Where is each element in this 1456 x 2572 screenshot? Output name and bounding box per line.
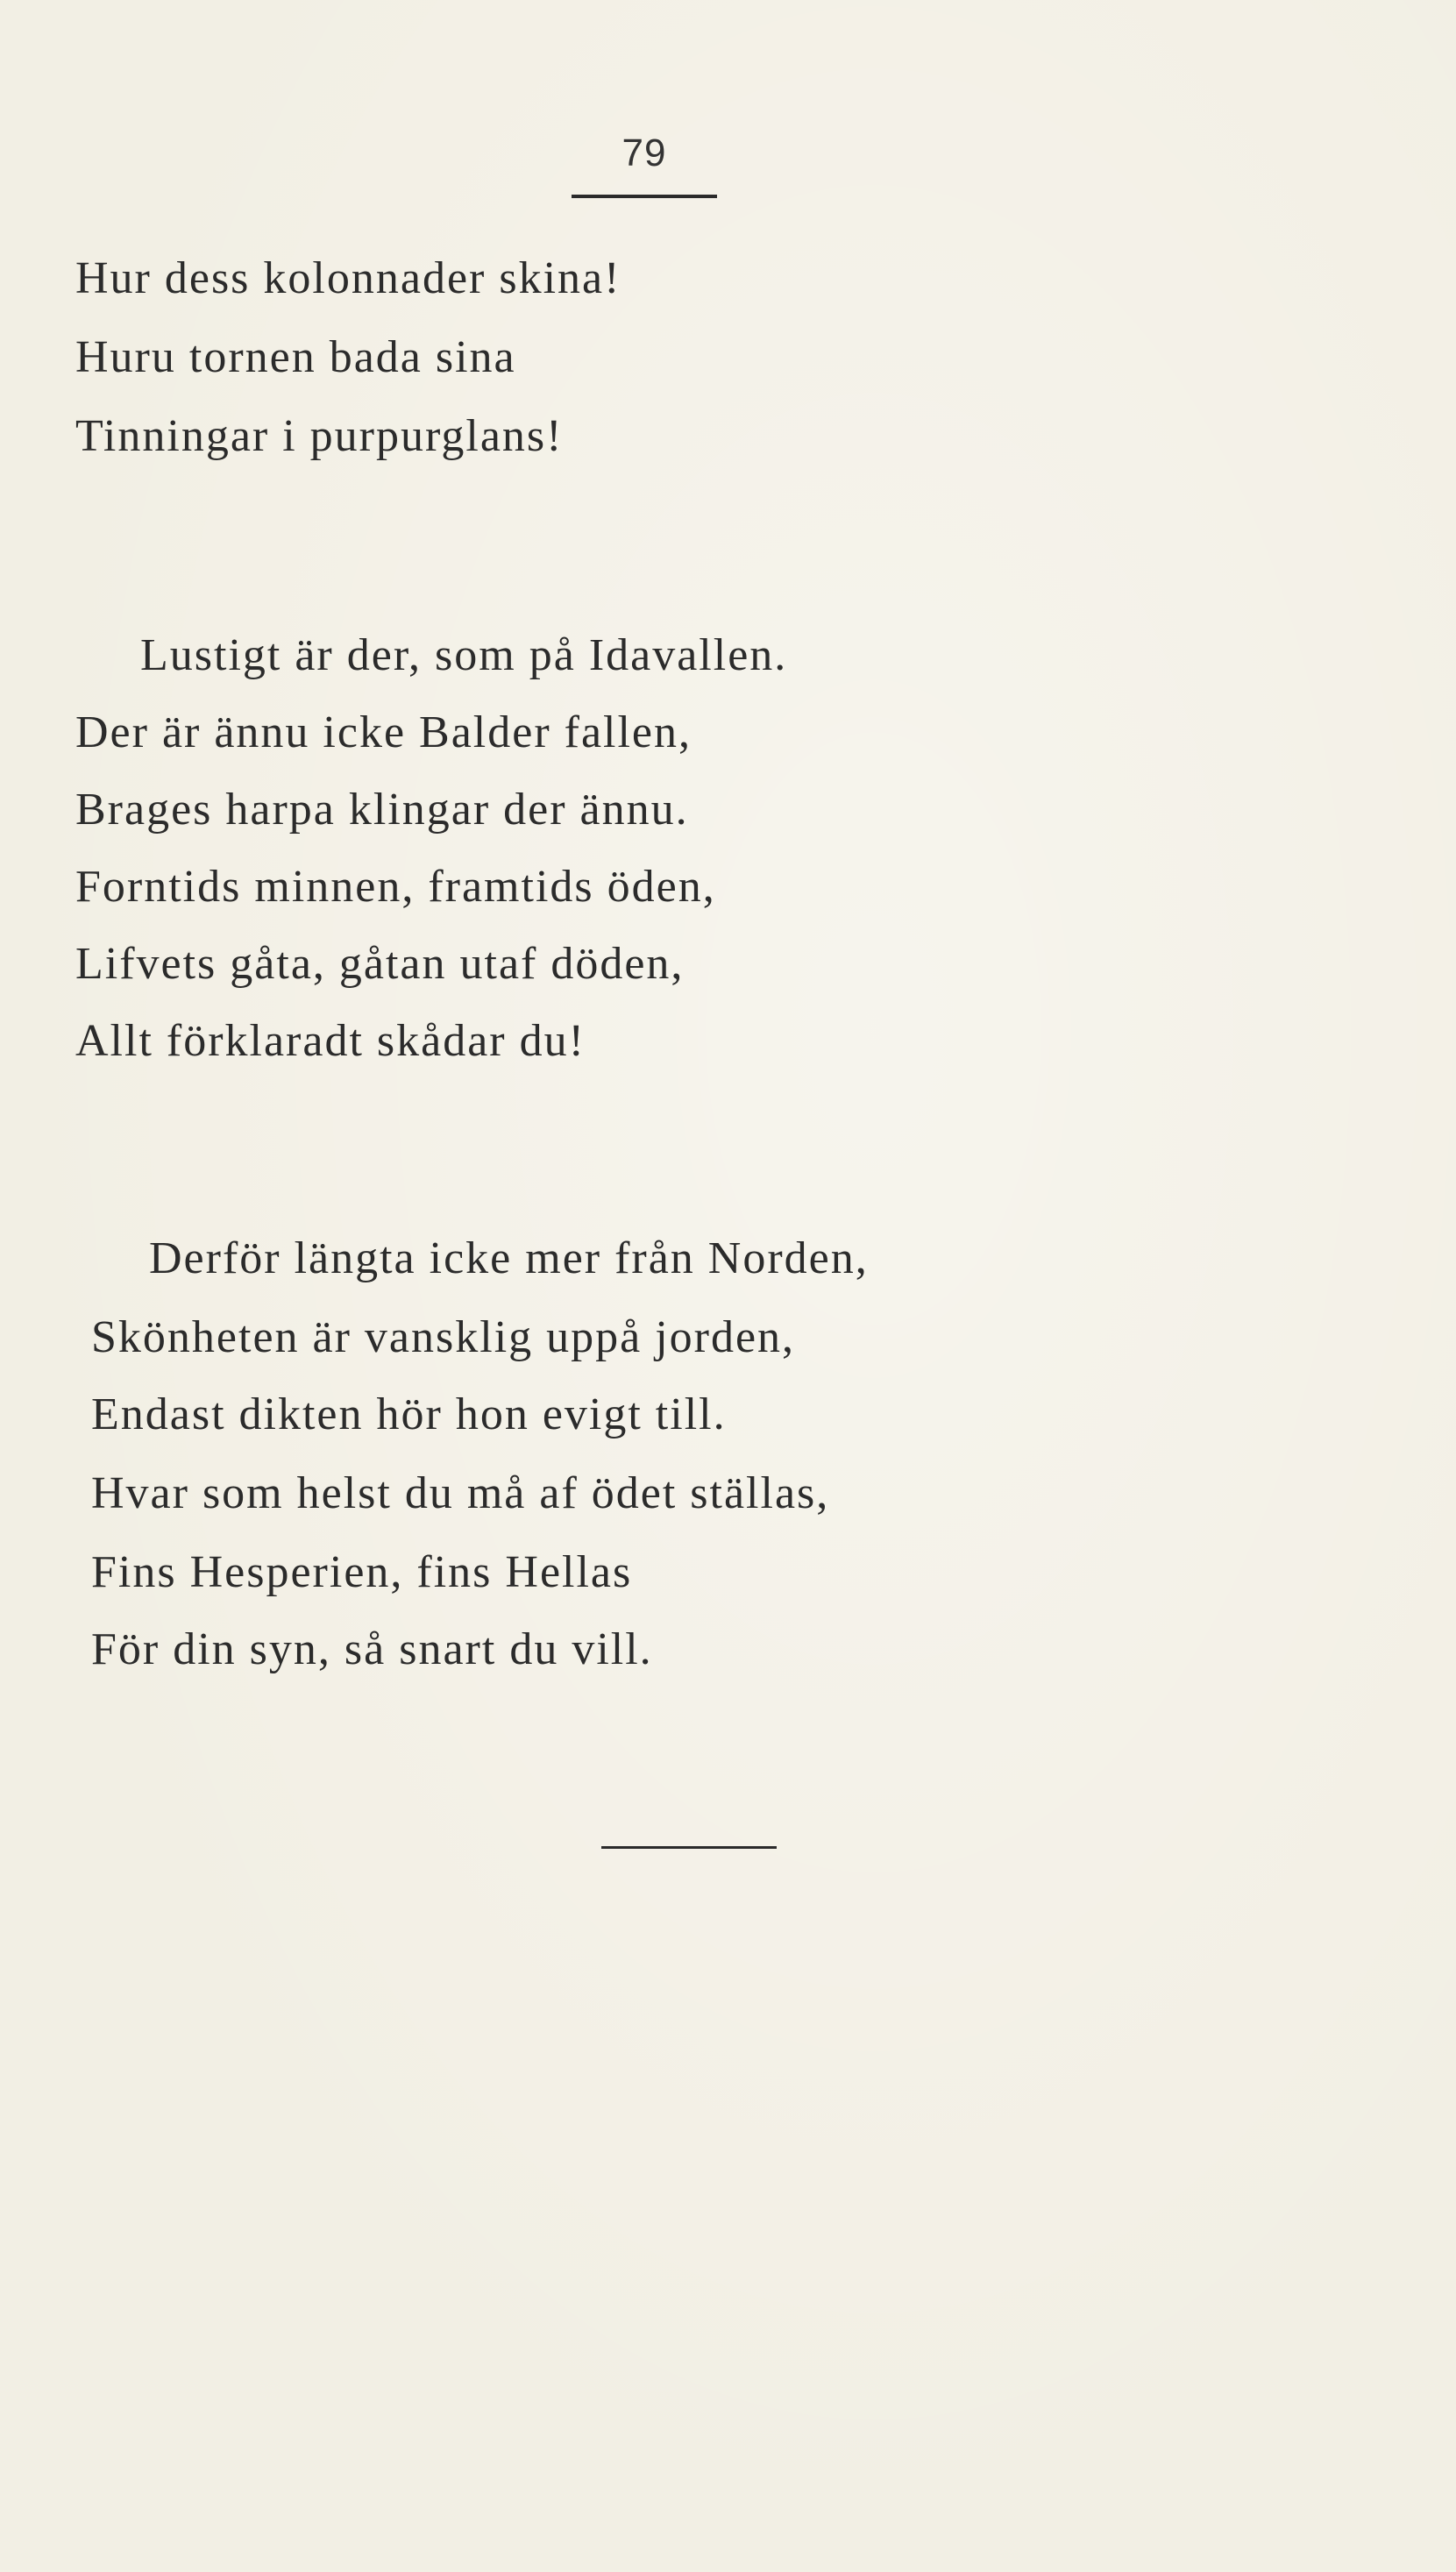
poem-line: Derför längta icke mer från Norden, <box>149 1233 869 1283</box>
poem-line: Huru tornen bada sina <box>75 332 516 382</box>
poem-line: Brages harpa klingar der ännu. <box>75 785 689 835</box>
poem-line: Fins Hesperien, fins Hellas <box>91 1547 633 1597</box>
poem-line: Endast dikten hör hon evigt till. <box>91 1389 727 1439</box>
poem-line: Skönheten är vansklig uppå jorden, <box>91 1312 796 1362</box>
poem-line: Allt förklaradt skådar du! <box>75 1016 586 1066</box>
poem-line: Lifvets gåta, gåtan utaf döden, <box>75 939 685 989</box>
poem-line: Der är ännu icke Balder fallen, <box>75 707 692 757</box>
header-rule <box>572 195 717 198</box>
end-rule <box>601 1846 777 1849</box>
poem-line: Hur dess kolonnader skina! <box>75 253 621 303</box>
page-number: 79 <box>621 131 667 174</box>
poem-line: Forntids minnen, framtids öden, <box>75 862 716 912</box>
poem-line: För din syn, så snart du vill. <box>91 1624 653 1674</box>
poem-line: Lustigt är der, som på Idavallen. <box>140 630 788 680</box>
poem-line: Tinningar i purpurglans! <box>75 411 564 461</box>
poem-line: Hvar som helst du må af ödet ställas, <box>91 1468 830 1518</box>
